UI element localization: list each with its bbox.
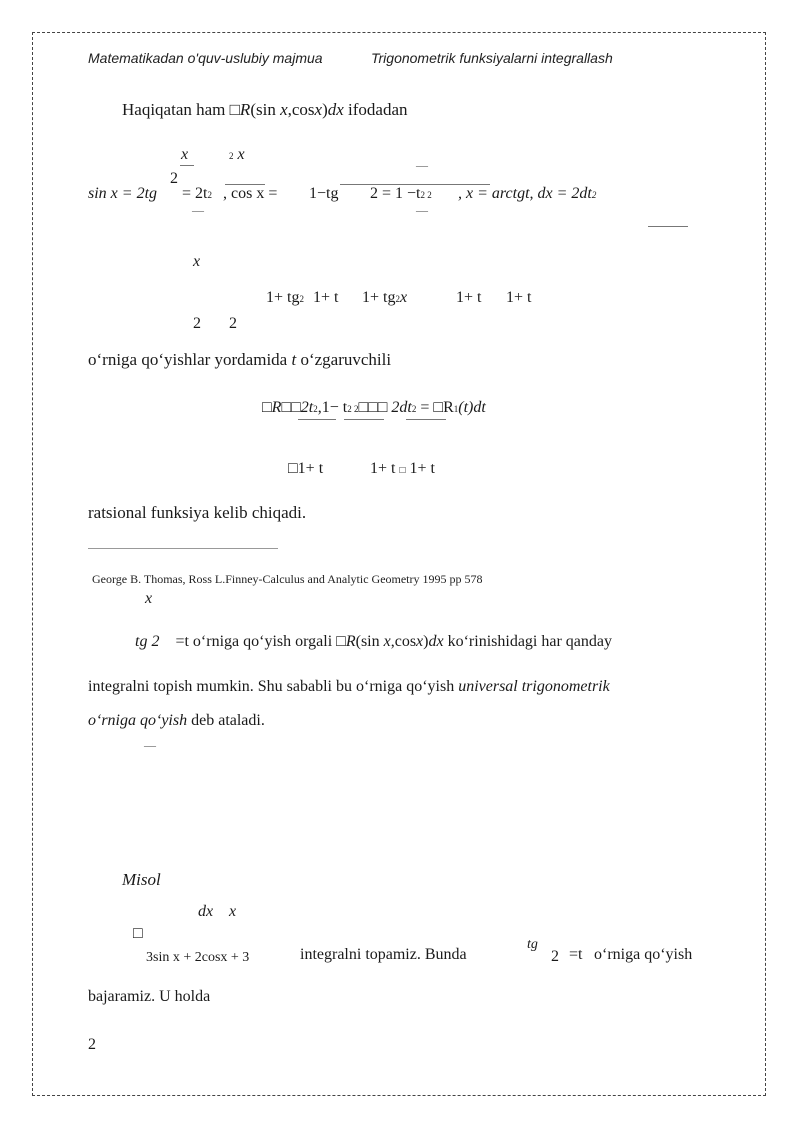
f2-sub: 2 (313, 404, 318, 414)
intro-r: R (239, 100, 251, 119)
f1-eq-two-text: 2 = 1 −t (370, 185, 421, 202)
misol-eq (569, 946, 582, 964)
misol-integral-glyph: □ (133, 925, 143, 942)
f2-e: (t)dt (458, 399, 486, 416)
f1-sub2: 2 (207, 190, 212, 200)
header-left: Matematikadan o'quv-uslubiy majmua (88, 50, 323, 66)
intro-x1: x (280, 100, 288, 119)
misol-den: 3sin x + 2cosx + 3 (146, 950, 250, 965)
line3: ratsional funksiya kelib chiqadi. (88, 503, 307, 522)
f1-x-low: x (193, 253, 201, 270)
p2-dash: — (144, 738, 156, 752)
misol-two: 2 (551, 948, 559, 965)
f1-dash-top: — (416, 158, 428, 172)
p2-line3a: o‘rniga qo‘yish (88, 712, 188, 729)
line2 (88, 350, 391, 370)
f1-den-x: x (399, 289, 408, 306)
line2-b: o‘zgaruvchili (296, 350, 392, 369)
misol-line2: bajaramiz. U holda (88, 988, 211, 1005)
f2-sub2: 2 2 (347, 404, 359, 414)
f1-den-c: 1+ tg (362, 289, 396, 306)
p2-line3b: deb ataladi. (187, 712, 265, 729)
f2-a: □R□□2t (262, 399, 314, 416)
f2-b: ,1− t (317, 399, 348, 416)
f1-den-sub: 2 (299, 294, 304, 304)
f2-den-b (370, 460, 435, 478)
f2-den-c: 1+ t (409, 460, 435, 477)
f2-sub3: 2 (411, 404, 417, 414)
intro-text: Haqiqatan ham (122, 100, 230, 119)
p2-x-top: x (145, 590, 153, 607)
f1-bar-1 (180, 165, 194, 166)
f2-bar-2 (344, 419, 384, 420)
f1-dash-b: — (416, 203, 428, 217)
f1-dash-a: — (192, 203, 204, 217)
page-number: 2 (88, 1036, 96, 1053)
f1-den-2: 1+ t (313, 289, 339, 306)
misol-tail: o‘rniga qo‘yish (594, 946, 693, 963)
p2-line2b: universal trigonometrik (458, 678, 610, 695)
misol-tg: tg (527, 937, 538, 952)
p2-x1: x (383, 633, 391, 650)
p2-x2: x (416, 633, 424, 650)
intro-cos: ,cos (287, 100, 315, 119)
f1-cos: , cos x = (223, 185, 278, 202)
f1-den-3 (362, 289, 407, 307)
p2-line2a: integralni topish mumkin. Shu sababli bu o‘rniga qo‘yish (88, 678, 459, 695)
intro-dx: dx (327, 100, 344, 119)
f2-c: □□□ 2dt (358, 399, 412, 416)
misol-dx: dx (198, 903, 214, 920)
f1-two-small: 2 (229, 151, 234, 161)
p2-cos: ,cos (390, 633, 417, 650)
f1-den-main: 1+ tg (266, 289, 300, 306)
intro-line (122, 100, 408, 120)
f1-eq2t (182, 185, 212, 203)
f2-sub4: 1 (453, 404, 459, 414)
footnote-rule (88, 548, 278, 549)
f1-two-a: 2 (193, 315, 201, 332)
misol-x: x (229, 903, 237, 920)
line2-a: o‘rniga qo‘yishlar yordamida (88, 350, 292, 369)
f1-eq2t-text: = 2t (182, 185, 208, 202)
f1-sub22: 2 2 (420, 190, 432, 200)
misol-text: integralni topamiz. Bunda (300, 946, 467, 963)
f2-d: = □R (420, 399, 454, 416)
p2-tg2: tg 2 (135, 633, 160, 650)
line2-t: t (291, 350, 297, 369)
f1-den-4: 1+ t (456, 289, 482, 306)
f1-bar-2 (225, 184, 265, 185)
f1-den-1 (266, 289, 304, 307)
p2-sin: (sin (355, 633, 384, 650)
f1-tail (458, 185, 596, 203)
f1-sin: sin x = 2tg (88, 185, 158, 202)
p2-line1 (135, 633, 612, 651)
header-right: Trigonometrik funksiyalarni integrallash (371, 50, 613, 66)
p2-line2 (88, 678, 610, 696)
p2-i: ko‘rinishidagi har qanday (443, 633, 612, 650)
intro-tail: ifodadan (343, 100, 408, 119)
p2-line3 (88, 712, 265, 730)
f1-eq-two (370, 185, 432, 203)
f2-den-a: □1+ t (288, 460, 324, 477)
intro-paren: ) (322, 100, 328, 119)
f1-top-2x: 2 x (229, 146, 245, 163)
f1-two-b: 2 (229, 315, 237, 332)
p2-dx: dx (428, 633, 444, 650)
intro-sin: (sin (250, 100, 281, 119)
f1-one-minus-tg: 1−tg (309, 185, 339, 202)
f2-bar-1 (298, 419, 336, 420)
f1-tail-text: , x = arctgt, dx = 2dt (458, 185, 592, 202)
p2-r: R (345, 633, 356, 650)
misol-label: Misol (122, 870, 161, 889)
f1-bar-4 (648, 226, 688, 227)
f1-den-5: 1+ t (506, 289, 532, 306)
f1-two-under: 2 (170, 170, 178, 187)
f1-main-line (88, 185, 157, 203)
f1-bar-3 (340, 184, 490, 185)
f2-bar-3 (406, 419, 446, 420)
integral-glyph: □ (229, 100, 240, 119)
f2-den-box: □ (399, 465, 406, 476)
p2-integral-glyph: □ (336, 633, 346, 650)
formula2-main (262, 399, 486, 417)
f1-sub-last: 2 (591, 190, 597, 200)
p2-eq-t: =t (175, 633, 189, 650)
f1-den-sub2: 2 (395, 294, 400, 304)
p2-a: o‘rniga qo‘yish orgali (188, 633, 337, 650)
f2-den-b-text: 1+ t (370, 460, 396, 477)
misol-eq-text: =t (569, 946, 583, 963)
intro-x2: x (314, 100, 323, 119)
f1-top-x: x (181, 146, 189, 163)
footnote: George B. Thomas, Ross L.Finney-Calculus and Analytic Geometry 1995 pp 578 (92, 572, 483, 586)
p2-paren: ) (423, 633, 429, 650)
